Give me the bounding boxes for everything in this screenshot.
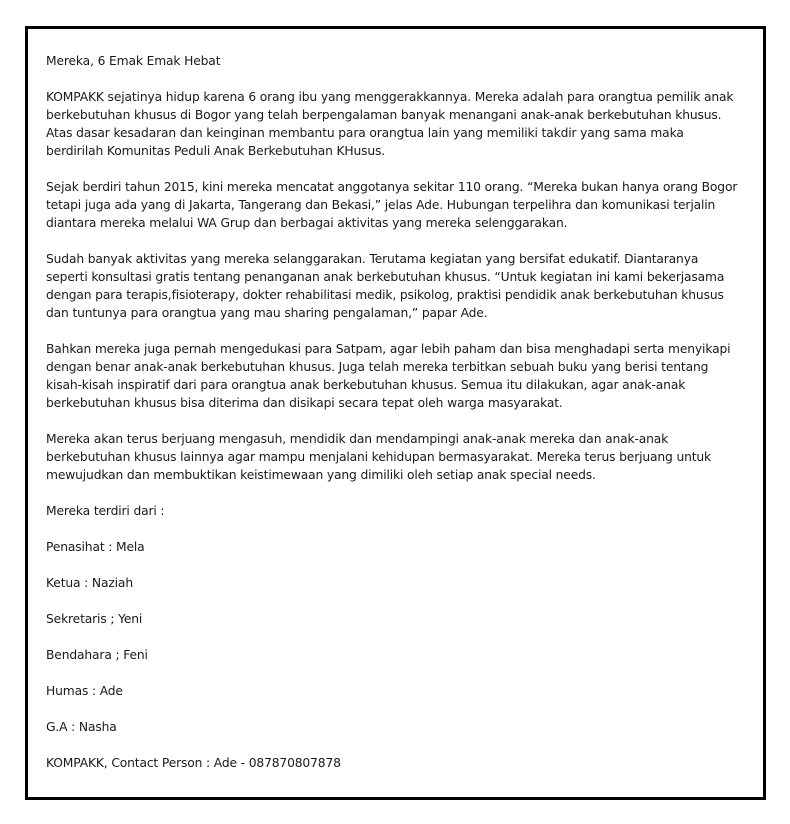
member-general-affairs: G.A : Nasha [46,720,117,734]
text-line: dengan para terapis,fisioterapy, dokter rehabilitasi medik, psikolog, praktisi pendidik anak berkebutuhan khusus [46,288,724,302]
text-line: mewujudkan dan membuktikan keistimewaan yang dimiliki oleh setiap anak special needs. [46,468,596,482]
member-secretary: Sekretaris ; Yeni [46,612,143,626]
text-line: seperti konsultasi gratis tentang penanganan anak berkebutuhan khusus. “Untuk kegiatan ini kami bekerjasama [46,270,725,284]
contact-person: KOMPAKK, Contact Person : Ade - 087870807878 [46,756,341,770]
text-line: berkebutuhan khusus bisa diterima dan disikapi secara tepat oleh warga masyarakat. [46,396,563,410]
document-title: Mereka, 6 Emak Emak Hebat [46,54,221,68]
paragraph-education [46,340,751,412]
text-line: diantara mereka melalui WA Grup dan berbagai aktivitas yang mereka selenggarakan. [46,216,568,230]
paragraph-intro [46,88,751,160]
text-line: kisah-kisah inspiratif dari para orangtua anak berkebutuhan khusus. Semua itu dilakukan, agar anak-anak [46,378,686,392]
text-line: Mereka akan terus berjuang mengasuh, mendidik dan mendampingi anak-anak mereka dan anak-anak [46,432,669,446]
members-intro: Mereka terdiri dari : [46,504,165,518]
paragraph-activities [46,250,751,322]
text-line: dengan benar anak-anak berkebutuhan khusus. Juga telah mereka terbitkan sebuah buku yang berisi tentang [46,360,709,374]
member-treasurer: Bendahara ; Feni [46,648,148,662]
text-line: Atas dasar kesadaran dan keinginan membantu para orangtua lain yang memiliki takdir yang sama maka [46,126,684,140]
text-line: KOMPAKK sejatinya hidup karena 6 orang ibu yang menggerakkannya. Mereka adalah para orangtua pemilik anak [46,90,734,104]
member-chair: Ketua : Naziah [46,576,133,590]
text-line: Sudah banyak aktivitas yang mereka selanggarakan. Terutama kegiatan yang bersifat edukatif. Diantaranya [46,252,699,266]
paragraph-mission [46,430,751,484]
member-public-relations: Humas : Ade [46,684,123,698]
text-line: berkebutuhan khusus di Bogor yang telah berpengalaman banyak menangani anak-anak berkebutuhan khusus. [46,108,722,122]
document-frame [25,26,766,800]
text-line: berdirilah Komunitas Peduli Anak Berkebutuhan KHusus. [46,144,386,158]
text-line: tetapi juga ada yang di Jakarta, Tangerang dan Bekasi,” jelas Ade. Hubungan terpelihra dan komunikasi terjalin [46,198,716,212]
document-body [46,52,751,772]
paragraph-history [46,178,751,232]
text-line: Bahkan mereka juga pernah mengedukasi para Satpam, agar lebih paham dan bisa menghadapi serta menyikapi [46,342,731,356]
member-advisor: Penasihat : Mela [46,540,145,554]
text-line: dan tuntunya para orangtua yang mau sharing pengalaman,” papar Ade. [46,306,488,320]
text-line: berkebutuhan khusus lainnya agar mampu menjalani kehidupan bermasyarakat. Mereka terus berjuang untuk [46,450,712,464]
text-line: Sejak berdiri tahun 2015, kini mereka mencatat anggotanya sekitar 110 orang. “Mereka bukan hanya orang Bogor [46,180,738,194]
